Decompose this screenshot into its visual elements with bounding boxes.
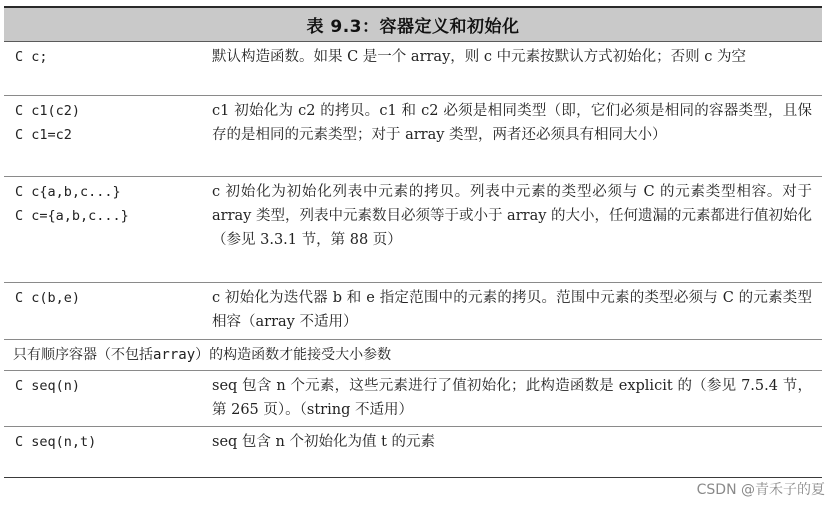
code-cell bbox=[4, 283, 212, 339]
table-row bbox=[4, 283, 822, 340]
code-cell bbox=[4, 427, 212, 477]
description-cell: seq 包含 n 个元素，这些元素进行了值初始化；此构造函数是 explicit 的（参见 7.5.4 节，第 265 页）。（string 不适用） bbox=[212, 378, 812, 418]
table-row bbox=[4, 177, 822, 283]
description-cell: c 初始化为迭代器 b 和 e 指定范围中的元素的拷贝。范围中元素的类型必须与 C 的元素类型相容（array 不适用） bbox=[212, 290, 812, 330]
code-line: C c(b,e) bbox=[15, 290, 81, 306]
code-cell bbox=[4, 177, 212, 282]
code-line: C c1=c2 bbox=[15, 127, 72, 143]
table-row bbox=[4, 427, 822, 477]
table-title: 表 9.3：容器定义和初始化 bbox=[4, 8, 822, 42]
code-cell bbox=[4, 96, 212, 176]
code-line: C c={a,b,c...} bbox=[15, 208, 129, 224]
container-init-table bbox=[4, 6, 822, 478]
description-cell: c1 初始化为 c2 的拷贝。c1 和 c2 必须是相同类型（即，它们必须是相同的容器类型，且保存的是相同的元素类型；对于 array 类型，两者还必须具有相同大小） bbox=[212, 103, 812, 143]
description-cell: c 初始化为初始化列表中元素的拷贝。列表中元素的类型必须与 C 的元素类型相容。对于 array 类型，列表中元素数目必须等于或小于 array 的大小，任何遗漏的元素都进行值初始化（参见 3.3.1 节，第 88 页） bbox=[212, 184, 813, 248]
table-row bbox=[4, 371, 822, 427]
code-cell bbox=[4, 42, 212, 95]
code-line: C seq(n,t) bbox=[15, 434, 97, 450]
section-note: 只有顺序容器（不包括array）的构造函数才能接受大小参数 bbox=[13, 347, 392, 363]
description-cell: seq 包含 n 个初始化为值 t 的元素 bbox=[212, 434, 436, 450]
code-line: C seq(n) bbox=[15, 378, 81, 394]
description-cell: 默认构造函数。如果 C 是一个 array，则 c 中元素按默认方式初始化；否则 c 为空 bbox=[212, 49, 746, 65]
table-row bbox=[4, 96, 822, 177]
code-line: C c{a,b,c...} bbox=[15, 184, 121, 200]
csdn-watermark: CSDN @青禾子的夏 bbox=[696, 482, 825, 498]
code-line: C c; bbox=[15, 49, 48, 65]
section-row bbox=[4, 340, 822, 371]
table-row bbox=[4, 42, 822, 96]
code-line: C c1(c2) bbox=[15, 103, 81, 119]
code-cell bbox=[4, 371, 212, 426]
